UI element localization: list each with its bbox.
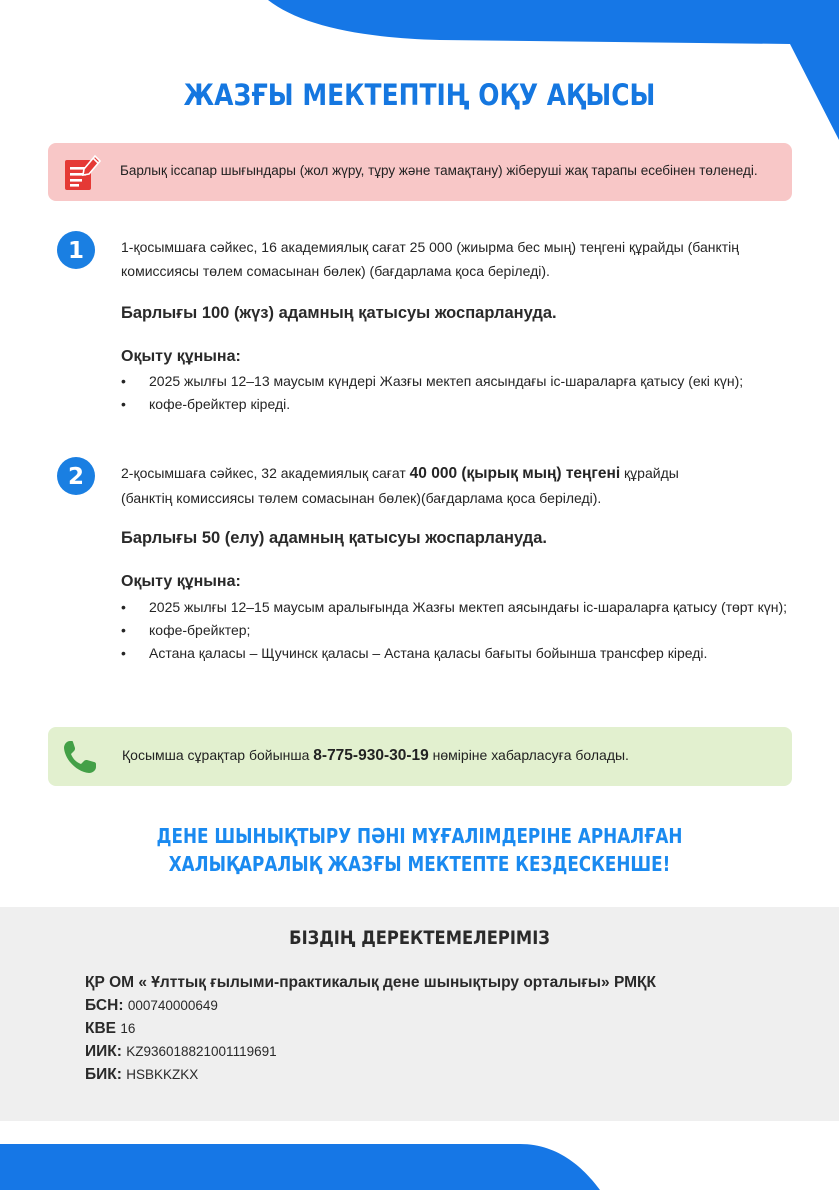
option2-number: 2: [67, 464, 85, 490]
contact-text: [122, 747, 629, 765]
bottom-decoration: [0, 1130, 839, 1190]
contact-phone-number[interactable]: 8-775-930-30-19: [313, 747, 429, 764]
option1-description: [121, 235, 781, 283]
requisites-panel: [0, 907, 839, 1121]
option1-line1: 1-қосымшаға сәйкес, 16 академиялық сағат 25 000 (жиырма бес мың) теңгені құрайды (банктің: [121, 239, 740, 255]
number-one-icon: [57, 231, 95, 269]
option2-description: [121, 461, 781, 510]
list-item: • кофе-брейктер;: [121, 619, 791, 642]
notice-text: Барлық іссапар шығындары (жол жүру, тұру және тамақтану) жіберуші жақ тарапы есебінен төленеді.: [120, 163, 758, 178]
number-two-icon: [57, 457, 95, 495]
option2-line2: (банктің комиссиясы төлем сомасынан бөлек)(бағдарлама қоса беріледі).: [121, 490, 602, 506]
requisites-title: БІЗДІҢ ДЕРЕКТЕМЕЛЕРІМІЗ: [289, 927, 550, 949]
option2-line1-start: 2-қосымшаға сәйкес, 32 академиялық сағат: [121, 465, 410, 481]
list-item: • 2025 жылғы 12–13 маусым күндері Жазғы мектеп аясындағы іс-шараларға қатысу (екі күн);: [121, 370, 791, 393]
requisites-kbe: [85, 1020, 135, 1038]
list-item: • 2025 жылғы 12–15 маусым аралығында Жазғы мектеп аясындағы іс-шараларға қатысу (төрт күн);: [121, 596, 791, 619]
phone-icon: [62, 739, 98, 775]
contact-text-after: нөміріне хабарласуға болады.: [428, 747, 629, 763]
kbe-value: 16: [120, 1021, 136, 1036]
iik-value: KZ936018821001119691: [126, 1044, 277, 1059]
option2-includes-list: [121, 596, 791, 665]
kbe-label: КВЕ: [85, 1020, 116, 1037]
bik-value: HSBKKZKX: [126, 1067, 199, 1082]
contact-notice: [48, 727, 792, 786]
option2-plan: Барлығы 50 (елу) адамның қатысуы жоспарлануда.: [121, 529, 547, 547]
requisites-bsn: [85, 997, 218, 1015]
requisites-iik: [85, 1043, 277, 1061]
option2-includes-title: Оқыту құнына:: [121, 573, 241, 590]
bsn-label: БСН:: [85, 997, 124, 1014]
option1-includes-title: Оқыту құнына:: [121, 348, 241, 365]
bsn-value: 000740000649: [127, 998, 218, 1013]
option1-plan: Барлығы 100 (жүз) адамның қатысуы жоспарлануда.: [121, 304, 557, 322]
option1-line2: комиссиясы төлем сомасынан бөлек) (бағдарлама қоса беріледі).: [121, 263, 550, 279]
option2-line1: [121, 461, 781, 486]
list-item: • кофе-брейктер кіреді.: [121, 393, 791, 416]
closing-line2: ХАЛЫҚАРАЛЫҚ ЖАЗҒЫ МЕКТЕПТЕ КЕЗДЕСКЕНШЕ!: [168, 852, 671, 876]
bik-label: БИК:: [85, 1066, 122, 1083]
option2-price: 40 000 (қырық мың) теңгені: [409, 465, 621, 482]
requisites-organization: ҚР ОМ « Ұлттық ғылыми-практикалық дене шынықтыру орталығы» РМҚК: [85, 974, 656, 991]
option1-number: 1: [67, 238, 85, 264]
option2-line1-end: құрайды: [620, 465, 679, 481]
list-item: • Астана қаласы – Щучинск қаласы – Астана қаласы бағыты бойынша трансфер кіреді.: [121, 642, 791, 665]
document-edit-icon: [62, 151, 102, 193]
expenses-notice: [48, 143, 792, 201]
option1-includes-list: [121, 370, 791, 416]
contact-text-before: Қосымша сұрақтар бойынша: [122, 747, 314, 763]
requisites-bik: [85, 1066, 198, 1084]
iik-label: ИИК:: [85, 1043, 122, 1060]
page-title: ЖАЗҒЫ МЕКТЕПТІҢ ОҚУ АҚЫСЫ: [183, 78, 656, 112]
closing-line1: ДЕНЕ ШЫНЫҚТЫРУ ПӘНІ МҰҒАЛІМДЕРІНЕ АРНАЛҒАН: [156, 824, 683, 848]
